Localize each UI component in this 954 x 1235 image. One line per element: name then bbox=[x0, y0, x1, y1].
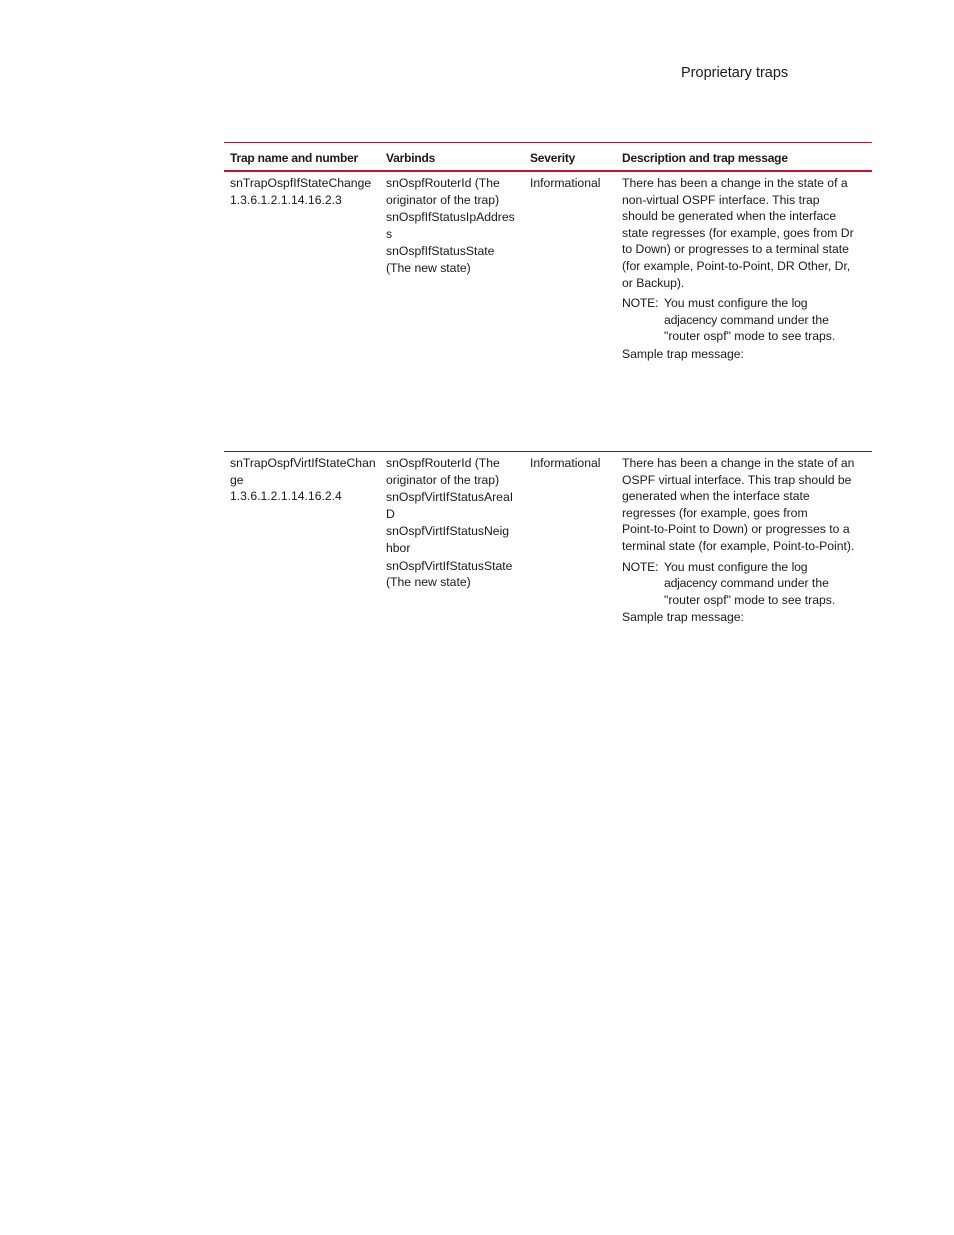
varbind-text: snOspfVirtIfStatusAreaI bbox=[386, 490, 514, 505]
column-header-trap-name: Trap name and number bbox=[230, 150, 359, 165]
note-text bbox=[664, 295, 868, 345]
table-row bbox=[224, 172, 872, 451]
varbind-text: snOspfVirtIfStatusState bbox=[386, 558, 513, 573]
column-header-varbinds: Varbinds bbox=[386, 150, 436, 165]
varbind-text: s bbox=[386, 226, 393, 241]
description-line: OSPF virtual interface. This trap should be bbox=[622, 472, 852, 487]
description-line: or Backup). bbox=[622, 275, 685, 290]
description-line: state regresses (for example, goes from Dr bbox=[622, 225, 854, 240]
note-label: NOTE: bbox=[622, 559, 659, 574]
description-line: non-virtual OSPF interface. This trap bbox=[622, 192, 820, 207]
varbind-text: originator of the trap) bbox=[386, 192, 500, 207]
description-line: Point-to-Point to Down) or progresses to a bbox=[622, 522, 850, 537]
varbind-item bbox=[386, 558, 526, 591]
trap-name-cell bbox=[224, 175, 386, 451]
varbinds-cell bbox=[386, 175, 530, 451]
note-command: log bbox=[791, 559, 808, 574]
trap-name: ge bbox=[230, 472, 244, 487]
note-text-part: "router ospf" mode to see traps. bbox=[664, 592, 836, 607]
varbind-item bbox=[386, 489, 526, 522]
varbind-text: hbor bbox=[386, 540, 411, 555]
varbind-item bbox=[386, 455, 526, 488]
description-line: regresses (for example, goes from bbox=[622, 505, 808, 520]
table-header-row bbox=[224, 143, 872, 170]
description-line: generated when the interface state bbox=[622, 489, 810, 504]
severity-cell: Informational bbox=[530, 456, 601, 470]
varbind-item bbox=[386, 243, 526, 276]
trap-name: snTrapOspfIfStateChange bbox=[230, 176, 372, 190]
sample-trap-label: Sample trap message: bbox=[622, 346, 744, 361]
column-header-severity: Severity bbox=[530, 150, 576, 165]
note-label: NOTE: bbox=[622, 296, 659, 311]
note-block bbox=[622, 295, 868, 345]
description-text bbox=[622, 455, 868, 555]
trap-name: snTrapOspfVirtIfStateChan bbox=[230, 456, 376, 470]
note-block bbox=[622, 559, 868, 609]
varbind-item bbox=[386, 209, 526, 242]
description-cell bbox=[622, 175, 872, 451]
severity-cell: Informational bbox=[530, 176, 601, 190]
note-command: adjacency bbox=[664, 576, 718, 591]
description-cell bbox=[622, 455, 872, 655]
trap-table bbox=[224, 142, 872, 655]
varbinds-cell bbox=[386, 455, 530, 655]
note-text-part: You must configure the bbox=[664, 296, 792, 311]
varbind-item bbox=[386, 523, 526, 556]
note-text-part: command under the bbox=[717, 312, 829, 327]
varbind-text: snOspfIfStatusState bbox=[386, 244, 495, 259]
varbind-text: snOspfIfStatusIpAddres bbox=[386, 210, 515, 225]
varbind-text: (The new state) bbox=[386, 575, 471, 590]
note-text-part: You must configure the bbox=[664, 559, 792, 574]
description-line: to Down) or progresses to a terminal state bbox=[622, 242, 849, 257]
note-text bbox=[664, 559, 868, 609]
trap-oid: 1.3.6.1.2.1.14.16.2.4 bbox=[230, 489, 342, 504]
description-line: There has been a change in the state of an bbox=[622, 456, 855, 470]
note-command: log bbox=[791, 296, 808, 311]
varbind-text: D bbox=[386, 506, 395, 521]
description-line: (for example, Point-to-Point, DR Other, Dr, bbox=[622, 258, 851, 273]
table-row bbox=[224, 452, 872, 655]
note-command: adjacency bbox=[664, 312, 718, 327]
varbind-item bbox=[386, 175, 526, 208]
note-text-part: "router ospf" mode to see traps. bbox=[664, 329, 836, 344]
description-line: should be generated when the interface bbox=[622, 209, 837, 224]
running-header-section-title: Proprietary traps bbox=[681, 65, 789, 81]
varbind-text: originator of the trap) bbox=[386, 472, 500, 487]
trap-name-cell bbox=[224, 455, 386, 655]
varbind-text: (The new state) bbox=[386, 260, 471, 275]
varbind-text: snOspfRouterId (The bbox=[386, 176, 500, 190]
sample-trap-label: Sample trap message: bbox=[622, 610, 744, 625]
varbind-text: snOspfRouterId (The bbox=[386, 456, 500, 470]
description-line: There has been a change in the state of a bbox=[622, 176, 848, 190]
column-header-description: Description and trap message bbox=[622, 150, 788, 165]
note-text-part: command under the bbox=[717, 576, 829, 591]
description-line: terminal state (for example, Point-to-Point). bbox=[622, 538, 855, 553]
description-text bbox=[622, 175, 868, 291]
varbind-text: snOspfVirtIfStatusNeig bbox=[386, 524, 510, 539]
trap-oid: 1.3.6.1.2.1.14.16.2.3 bbox=[230, 192, 342, 207]
